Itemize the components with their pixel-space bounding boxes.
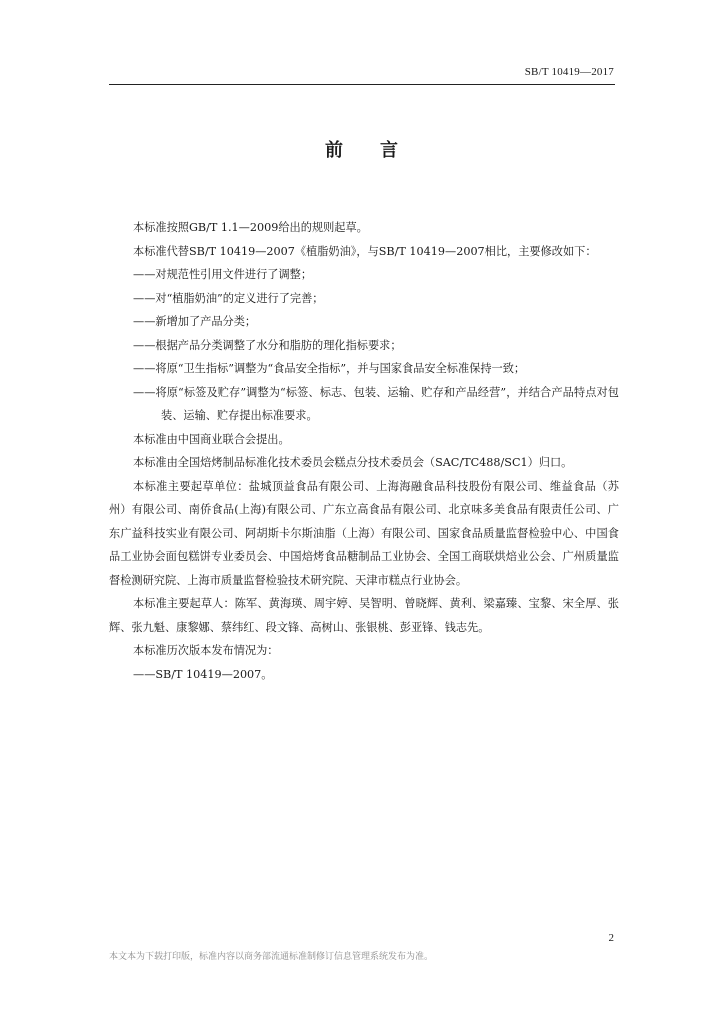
page-number: 2 [608, 932, 614, 944]
header-rule [109, 84, 615, 85]
footer-note: 本文本为下载打印版，标准内容以商务部流通标准制修订信息管理系统发布为准。 [109, 952, 434, 962]
paragraph-drafters: 本标准主要起草人：陈军、黄海瑛、周宇婷、吴智明、曾晓辉、黄利、梁嘉臻、宝黎、宋全厚、张辉、张九魁、康黎娜、蔡纬红、段文锋、高树山、张银桃、彭亚锋、钱志先。 [109, 597, 619, 634]
standard-code: SB/T 10419—2017 [524, 66, 614, 78]
history-item: ——SB/T 10419—2007。 [133, 667, 273, 681]
page-title [0, 136, 724, 162]
title-char-1: 前 [325, 140, 344, 161]
change-item: ——对规范性引用文件进行了调整； [133, 268, 313, 281]
change-item: ——将原“卫生指标”调整为“食品安全指标”，并与国家食品安全标准保持一致； [133, 362, 526, 375]
paragraph-drafting-units: 本标准主要起草单位：盐城顶益食品有限公司、上海海融食品科技股份有限公司、维益食品（苏州）有限公司、南侨食品(上海)有限公司、广东立高食品有限公司、北京味多美食品有限责任公司、广东广益科技实业有限公司、阿胡斯卡尔斯油脂（上海）有限公司、国家食品质量监督检验中心、中国食品工业协会面包糕饼专业委员会、中国焙烤食品糖制品工业协会、全国工商联烘焙业公会、广州质量监督检测研究院、上海市质量监督检验技术研究院、天津市糕点行业协会。 [109, 479, 619, 587]
title-char-2: 言 [380, 140, 399, 161]
change-item: ——将原“标签及贮存”调整为“标签、标志、包装、运输、贮存和产品经营”，并结合产品特点对包装、运输、贮存提出标准要求。 [133, 385, 619, 422]
change-item: ——对“植脂奶油”的定义进行了完善； [133, 291, 324, 305]
paragraph-proposer: 本标准由中国商业联合会提出。 [133, 432, 290, 446]
paragraph-drafting-rule: 本标准按照GB/T 1.1—2009给出的规则起草。 [133, 221, 368, 234]
foreword-body [109, 216, 619, 686]
change-item: ——新增加了产品分类； [133, 315, 257, 328]
paragraph-centralized: 本标准由全国焙烤制品标准化技术委员会糕点分技术委员会（SAC/TC488/SC1）归口。 [133, 456, 573, 469]
change-item: ——根据产品分类调整了水分和脂肪的理化指标要求； [133, 338, 402, 352]
paragraph-history-intro: 本标准历次版本发布情况为： [133, 644, 279, 657]
paragraph-replacement: 本标准代替SB/T 10419—2007《植脂奶油》，与SB/T 10419—2007相比，主要修改如下： [133, 244, 597, 258]
